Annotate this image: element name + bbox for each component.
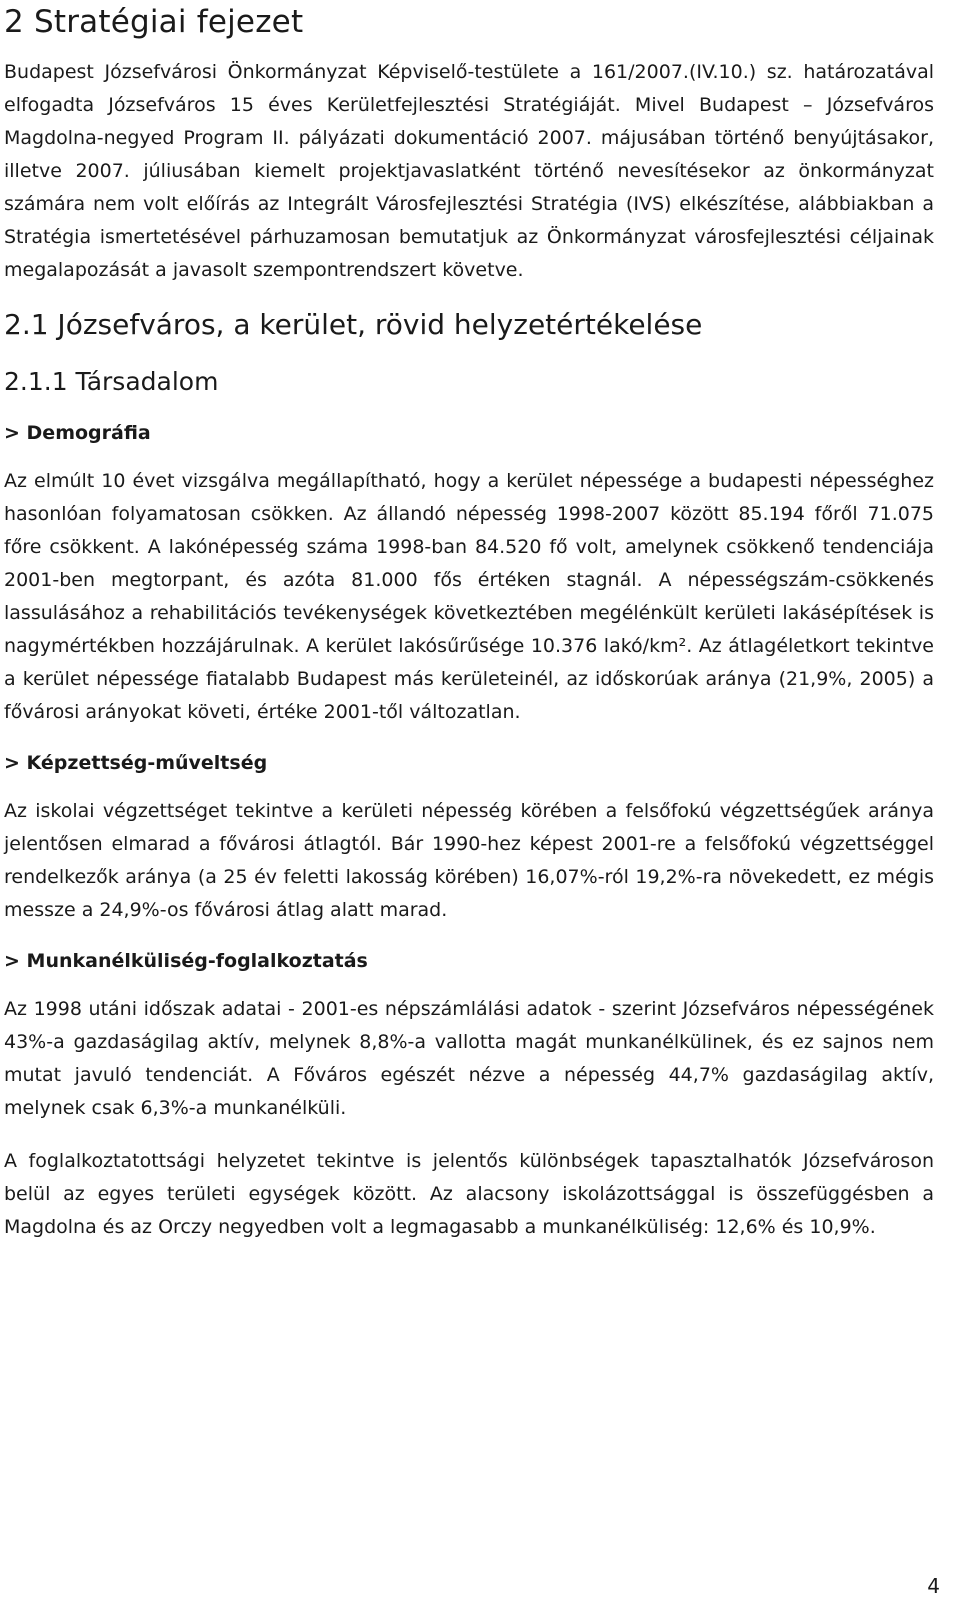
munkanelkuliseg-paragraph-2: A foglalkoztatottsági helyzetet tekintve is jelentős különbségek tapasztalhatók Józsefvároson belül az egyes területi egységek között. Az alacsony iskolázottsággal is összefüggésben a Magdolna és az Orczy negyedben volt a legmagasabb a munkanélküliség: 12,6% és 10,9%. bbox=[4, 1150, 934, 1238]
section-title: 2.1 Józsefváros, a kerület, rövid helyzetértékelése bbox=[4, 308, 703, 341]
document-page bbox=[4, 0, 934, 1244]
kepzettseg-heading: > Képzettség-műveltség bbox=[4, 752, 268, 774]
subsection-title: 2.1.1 Társadalom bbox=[4, 367, 219, 396]
chapter-title: 2 Stratégiai fejezet bbox=[4, 4, 304, 40]
kepzettseg-paragraph: Az iskolai végzettséget tekintve a kerületi népesség körében a felsőfokú végzettségűek aránya jelentősen elmarad a fővárosi átlagtól. Bár 1990-hez képest 2001-re a felsőfokú végzettséggel rendelkezők aránya (a 25 év feletti lakosság körében) 16,07%-ról 19,2%-ra növekedett, ez mégis messze a 24,9%-os fővárosi átlag alatt marad. bbox=[4, 800, 934, 921]
munkanelkuliseg-paragraph-1: Az 1998 utáni időszak adatai - 2001-es népszámlálási adatok - szerint Józsefváros népességének 43%-a gazdaságilag aktív, melynek 8,8%-a vallotta magát munkanélkülinek, és ez sajnos nem mutat javuló tendenciát. A Főváros egészét nézve a népesség 44,7% gazdaságilag aktív, melynek csak 6,3%-a munkanélküli. bbox=[4, 998, 934, 1119]
demografia-paragraph: Az elmúlt 10 évet vizsgálva megállapítható, hogy a kerület népessége a budapesti népességhez hasonlóan folyamatosan csökken. Az állandó népesség 1998-2007 között 85.194 főről 71.075 főre csökkent. A lakónépesség száma 1998-ban 84.520 fő volt, amelynek csökkenő tendenciája 2001-ben megtorpant, és azóta 81.000 fős értéken stagnál. A népességszám-csökkenés lassulásához a rehabilitációs tevékenységek következtében megélénkült kerületi lakásépítések is nagymértékben hozzájárulnak. A kerület lakósűrűsége 10.376 lakó/km². Az átlagéletkort tekintve a kerület népessége fiatalabb Budapest más kerületeinél, az időskorúak aránya (21,9%, 2005) a fővárosi arányokat követi, értéke 2001-től változatlan. bbox=[4, 470, 934, 723]
munkanelkuliseg-heading: > Munkanélküliség-foglalkoztatás bbox=[4, 950, 368, 972]
intro-paragraph: Budapest Józsefvárosi Önkormányzat Képviselő-testülete a 161/2007.(IV.10.) sz. határozatával elfogadta Józsefváros 15 éves Kerületfejlesztési Stratégiáját. Mivel Budapest – Józsefváros Magdolna-negyed Program II. pályázati dokumentáció 2007. májusában történő benyújtásakor, illetve 2007. júliusában kiemelt projektjavaslatként történő nevesítésekor az önkormányzat számára nem volt előírás az Integrált Városfejlesztési Stratégia (IVS) elkészítése, alábbiakban a Stratégia ismertetésével párhuzamosan bemutatjuk az Önkormányzat városfejlesztési céljainak megalapozását a javasolt szempontrendszert követve. bbox=[4, 61, 934, 281]
demografia-heading: > Demográfia bbox=[4, 422, 151, 444]
page-number: 4 bbox=[927, 1574, 940, 1598]
